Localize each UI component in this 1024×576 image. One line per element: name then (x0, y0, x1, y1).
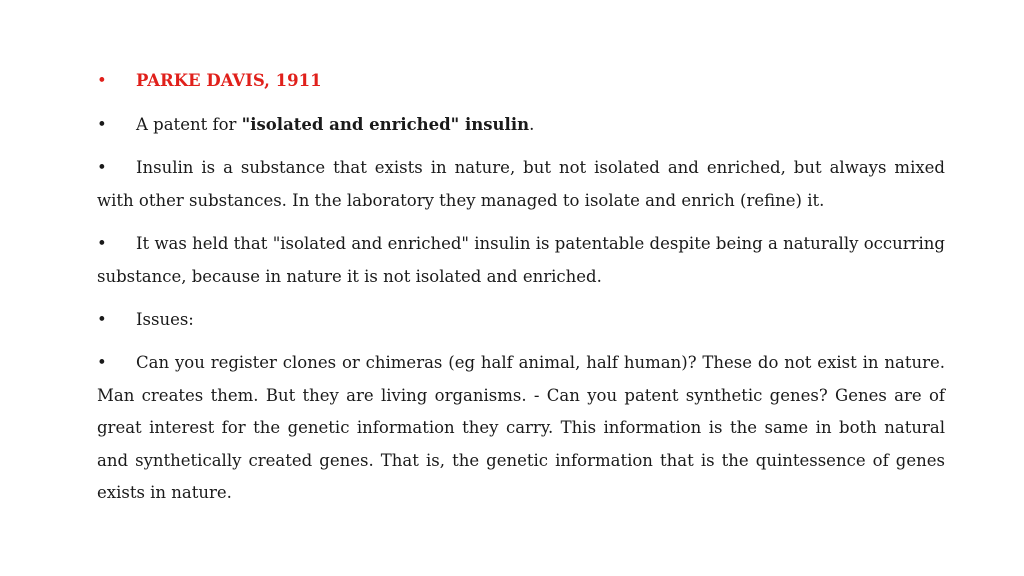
title-bullet-item (97, 65, 945, 98)
held-text: It was held that "isolated and enriched" insulin is patentable despite being a naturally occurring substance, because in nature it is not isolated and enriched. (97, 234, 945, 286)
bullet-icon: • (97, 234, 107, 253)
bullet-item-insulin (97, 152, 945, 217)
bullet-item-patent (97, 109, 945, 142)
bullet-item-held (97, 228, 945, 293)
clones-text: Can you register clones or chimeras (eg half animal, half human)? These do not exist in nature. Man creates them. But they are living organisms. - Can you patent synthetic genes? Genes are of great interest for the genetic information they carry. This information is the same in both natural and synthetically created genes. That is, the genetic information that is the quintessence of genes exists in nature. (97, 353, 945, 502)
patent-prefix: A patent for (136, 115, 242, 134)
patent-bold-phrase: "isolated and enriched" insulin (241, 115, 530, 134)
patent-suffix: . (529, 115, 535, 134)
bullet-icon: • (97, 310, 107, 329)
bullet-icon: • (97, 353, 107, 372)
insulin-text: Insulin is a substance that exists in nature, but not isolated and enriched, but always mixed with other substances. In the laboratory they managed to isolate and enrich (refine) it. (97, 158, 945, 210)
slide-title: PARKE DAVIS, 1911 (136, 71, 322, 90)
issues-text: Issues: (136, 310, 194, 329)
bullet-icon: • (97, 71, 107, 90)
bullet-icon: • (97, 158, 107, 177)
bullet-icon: • (97, 115, 107, 134)
bullet-item-clones (97, 347, 945, 510)
bullet-item-issues (97, 304, 945, 337)
